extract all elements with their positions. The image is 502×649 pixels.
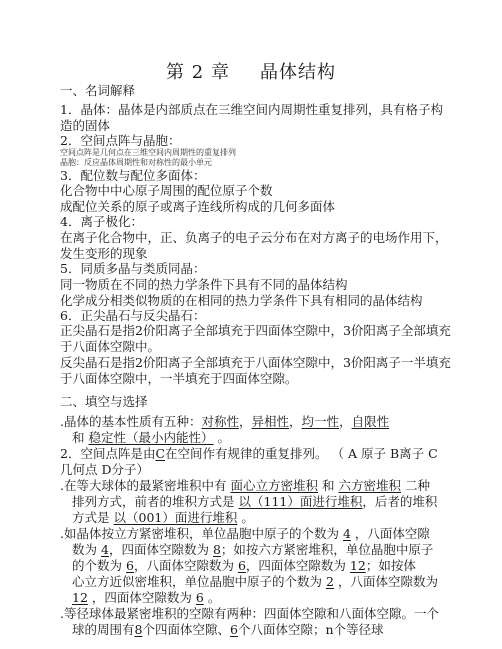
q4-line-5: 12 ，四面体空隙数为 6 。 bbox=[72, 590, 221, 605]
item-5-line-1: 同一物质在不同的热力学条件下具有不同的晶体结构 bbox=[60, 277, 348, 292]
q3-line-1: .在等大球体的最紧密堆积中有 面心立方密堆积 和 六方密堆积 二种 bbox=[60, 478, 430, 493]
q4-answer-9: 6 bbox=[195, 590, 204, 605]
item-2-small-line-1: 空间点阵是几何点在三维空间内周期性的重复排列 bbox=[60, 148, 236, 157]
q2-answer: C bbox=[155, 446, 166, 461]
section-heading-definitions: 一、名词解释 bbox=[60, 83, 136, 98]
q1-answer-1: 对称性 bbox=[201, 414, 239, 429]
chapter-name: 晶体结构 bbox=[259, 62, 336, 83]
section-heading-fill-choice: 二、填空与选择 bbox=[60, 394, 148, 409]
q5-answer-2: 6 bbox=[229, 622, 238, 637]
q5-answer-1: 8 bbox=[134, 622, 143, 637]
item-2-heading: 2．空间点阵与晶胞： bbox=[60, 133, 181, 148]
item-1-line-2: 造的固体 bbox=[60, 118, 111, 133]
item-5-line-2: 化学成分相类似物质的在相同的热力学条件下具有相同的晶体结构 bbox=[60, 293, 423, 308]
q3-line-3: 方式是 以（001）面进行堆积 。 bbox=[72, 510, 254, 525]
q5-line-1: .等径球体最紧密堆积的空隙有两种：四面体空隙和八面体空隙。一个 bbox=[60, 606, 439, 621]
q4-answer-5: 6 bbox=[237, 558, 246, 573]
item-4-heading: 4．离子极化： bbox=[60, 214, 143, 229]
q1-line-1: .晶体的基本性质有五种：对称性，异相性，均一性，自限性 bbox=[60, 414, 390, 429]
q5-line-2: 球的周围有8个四面体空隙、6个八面体空隙；n个等径球 bbox=[72, 622, 384, 637]
item-1-line-1: 1．晶体：晶体是内部质点在三维空间内周期性重复排列，具有格子构 bbox=[60, 102, 443, 117]
q1-answer-2: 异相性 bbox=[251, 414, 290, 429]
q3-answer-1: 面心立方密堆积 bbox=[230, 478, 318, 493]
item-3-line-2: 成配位关系的原子或离子连线所构成的几何多面体 bbox=[60, 199, 336, 214]
chapter-number: 第 2 章 bbox=[166, 62, 230, 83]
q3-line-2: 排列方式，前者的堆积方式是 以（111）面进行堆积，后者的堆积 bbox=[72, 494, 438, 509]
q4-line-2: 数为 4，四面体空隙数为 8；如按六方紧密堆积，单位晶胞中原子 bbox=[72, 542, 434, 557]
item-3-heading: 3．配位数与配位多面体： bbox=[60, 168, 206, 183]
q3-answer-4: 以（001）面进行堆积 bbox=[113, 510, 238, 525]
q1-answer-3: 均一性 bbox=[301, 414, 340, 429]
item-6-line-1: 正尖晶石是指2价阳离子全部填充于四面体空隙中，3价阳离子全部填充 bbox=[60, 323, 451, 338]
q4-answer-6: 12 bbox=[349, 558, 366, 573]
item-5-heading: 5．同质多晶与类质同晶： bbox=[60, 261, 206, 276]
q4-answer-1: 4 bbox=[342, 526, 351, 541]
q4-answer-7: 2 bbox=[326, 574, 334, 589]
chapter-title bbox=[0, 58, 502, 84]
q4-answer-4: 6 bbox=[126, 558, 134, 573]
item-6-line-4: 于八面体空隙中，一半填充于四面体空隙。 bbox=[60, 371, 298, 386]
q4-line-1: .如晶体按立方紧密堆积，单位晶胞中原子的个数为 4 ，八面体空隙 bbox=[60, 526, 430, 541]
q4-answer-3: 8 bbox=[212, 542, 221, 557]
item-2-small-line-2: 晶胞：反应晶体周期性和对称性的最小单元 bbox=[60, 158, 212, 167]
item-6-line-2: 于八面体空隙中。 bbox=[60, 339, 161, 354]
item-4-line-1: 在离子化合物中，正、负离子的电子云分布在对方离子的电场作用下， bbox=[60, 230, 448, 245]
q3-answer-2: 六方密堆积 bbox=[338, 478, 401, 493]
q4-line-3: 的个数为 6，八面体空隙数为 6，四面体空隙数为 12；如按体 bbox=[72, 558, 416, 573]
item-4-line-2: 发生变形的现象 bbox=[60, 246, 148, 261]
q1-answer-4: 自限性 bbox=[351, 414, 390, 429]
q2-line-2: 几何点 D分子） bbox=[60, 462, 149, 477]
q4-line-4: 心立方近似密堆积，单位晶胞中原子的个数为 2 ，八面体空隙数为 bbox=[72, 574, 438, 589]
q2-line-1: 2．空间点阵是由C在空间作有规律的重复排列。 （ A 原子 B离子 C bbox=[60, 446, 438, 461]
item-6-heading: 6．正尖晶石与反尖晶石： bbox=[60, 308, 206, 323]
item-3-line-1: 化合物中中心原子周围的配位原子个数 bbox=[60, 183, 273, 198]
q3-answer-3: 以（111）面进行堆积 bbox=[238, 494, 363, 509]
q4-answer-8: 12 bbox=[72, 590, 88, 605]
q1-answer-5: 稳定性（最小内能性） bbox=[88, 430, 214, 445]
q1-line-2: 和 稳定性（最小内能性） 。 bbox=[72, 430, 231, 445]
q4-answer-2: 4 bbox=[101, 542, 109, 557]
item-6-line-3: 反尖晶石是指2价阳离子全部填充于八面体空隙中，3价阳离子一半填充 bbox=[60, 355, 451, 370]
